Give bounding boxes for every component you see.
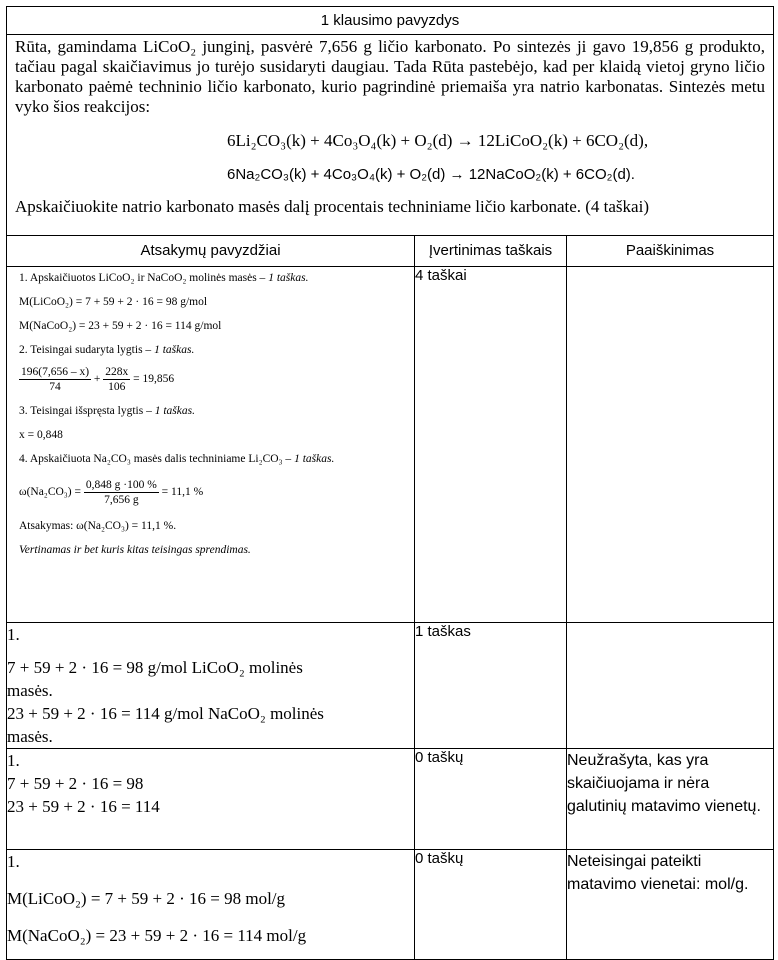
example-number: 1. [7, 751, 20, 770]
table-row [7, 850, 774, 960]
problem-cell [7, 35, 774, 236]
step1 [19, 271, 408, 285]
mass-fraction-formula [19, 478, 408, 507]
header-row [7, 236, 774, 267]
equation-result: = 19,856 [133, 373, 175, 386]
example-line: M(LiCoO₂) = 7 + 59 + 2 · 16 = 98 mol/g [7, 889, 286, 908]
omega-numerator: 0,848 g ·100 % [85, 479, 157, 491]
reaction-lithium: 6Li₂CO₃(k) + 4Co₃O₄(k) + O₂(d) → 12LiCoO₂(k) + 6CO₂(d), [227, 131, 649, 150]
equation-fraction-1 [19, 365, 91, 394]
fraction-1-numerator: 196(7,656 – x) [21, 366, 90, 378]
step2-points: 1 taškas. [154, 344, 195, 356]
step2-label: 2. Teisingai sudaryta lygtis – [19, 344, 152, 356]
omega-fraction [84, 478, 159, 507]
example-number: 1. [7, 852, 20, 871]
answer-cell [7, 623, 415, 749]
step4-points: 1 taškas. [294, 453, 335, 465]
step4 [19, 452, 408, 466]
problem-row [7, 35, 774, 236]
header-points: Įvertinimas taškais [415, 236, 567, 267]
step1-points: 1 taškas. [268, 272, 309, 284]
explanation-cell: Neteisingai pateikti matavimo vienetai: mol/g. [567, 850, 774, 960]
fraction-2-denominator: 106 [108, 381, 126, 393]
molar-mass-licoo2: M(LiCoO₂) = 7 + 59 + 2 · 16 = 98 g/mol [19, 296, 208, 308]
explanation-cell [567, 623, 774, 749]
points-cell: 1 taškas [415, 623, 567, 749]
omega-lhs: ω(Na₂CO₃) = [19, 486, 81, 499]
answer-cell [7, 850, 415, 960]
problem-question: Apskaičiuokite natrio karbonato masės dalį procentais techniniame ličio karbonate. (4 taškai) [15, 197, 649, 216]
fraction-1-denominator: 74 [49, 381, 61, 393]
step3 [19, 404, 408, 418]
example-line: 23 + 59 + 2 · 16 = 114 g/mol NaCoO₂ molinės [7, 704, 324, 723]
explanation-cell [567, 267, 774, 623]
title-row [7, 7, 774, 35]
step3-points: 1 taškas. [154, 405, 195, 417]
step1-label: 1. Apskaičiuotos LiCoO₂ ir NaCoO₂ molinės masės – [19, 272, 266, 284]
table-title: 1 klausimo pavyzdys [7, 7, 774, 35]
example-line: 7 + 59 + 2 · 16 = 98 [7, 774, 144, 793]
equation-plus: + [93, 373, 101, 386]
example-line: 23 + 59 + 2 · 16 = 114 [7, 797, 160, 816]
header-explanation: Paaiškinimas [567, 236, 774, 267]
answer-cell [7, 267, 415, 623]
points-cell: 4 taškai [415, 267, 567, 623]
table-row [7, 623, 774, 749]
omega-denominator: 7,656 g [104, 494, 139, 506]
final-answer: Atsakymas: ω(Na₂CO₃) = 11,1 %. [19, 520, 177, 532]
answer-cell [7, 749, 415, 850]
fraction-2-numerator: 228x [105, 366, 129, 378]
example-line: M(NaCoO₂) = 23 + 59 + 2 · 16 = 114 mol/g [7, 926, 307, 945]
points-cell: 0 taškų [415, 850, 567, 960]
alternate-solution-note: Vertinamas ir bet kuris kitas teisingas sprendimas. [19, 544, 251, 556]
example-number: 1. [7, 625, 20, 644]
problem-text: Rūta, gamindama LiCoO₂ junginį, pasvėrė 7,656 g ličio karbonato. Po sintezės ji gavo 19,856 g produkto, tačiau pagal skaičiavimus jo turėjo susidaryti daugiau. Tada Rūta pastebėjo, kad per klaidą vietoj gryno ličio karbonato paėmė techninio ličio karbonato, kurio pagrindinė priemaiša yra natrio karbonatas. Sintezės metu vyko šios reakcijos: [15, 37, 765, 116]
grading-table [6, 6, 774, 960]
table-row [7, 267, 774, 623]
equation-fraction-2 [103, 365, 130, 394]
header-answers: Atsakymų pavyzdžiai [7, 236, 415, 267]
example-line: 7 + 59 + 2 · 16 = 98 g/mol LiCoO₂ molinės [7, 658, 303, 677]
explanation-cell: Neužrašyta, kas yra skaičiuojama ir nėra galutinių matavimo vienetų. [567, 749, 774, 850]
table-row [7, 749, 774, 850]
x-value: x = 0,848 [19, 429, 63, 441]
step4-label: 4. Apskaičiuota Na₂CO₃ masės dalis techniniame Li₂CO₃ – [19, 453, 292, 465]
step3-label: 3. Teisingai išspręsta lygtis – [19, 405, 152, 417]
step2 [19, 343, 408, 357]
example-line: masės. [7, 727, 53, 746]
equation [19, 365, 408, 394]
example-line: masės. [7, 681, 53, 700]
reaction-sodium: 6Na₂CO₃(k) + 4Co₃O₄(k) + O₂(d) → 12NaCoO₂(k) + 6CO₂(d). [227, 166, 635, 183]
omega-result: = 11,1 % [161, 486, 204, 499]
points-cell: 0 taškų [415, 749, 567, 850]
molar-mass-nacoo2: M(NaCoO₂) = 23 + 59 + 2 · 16 = 114 g/mol [19, 320, 222, 332]
